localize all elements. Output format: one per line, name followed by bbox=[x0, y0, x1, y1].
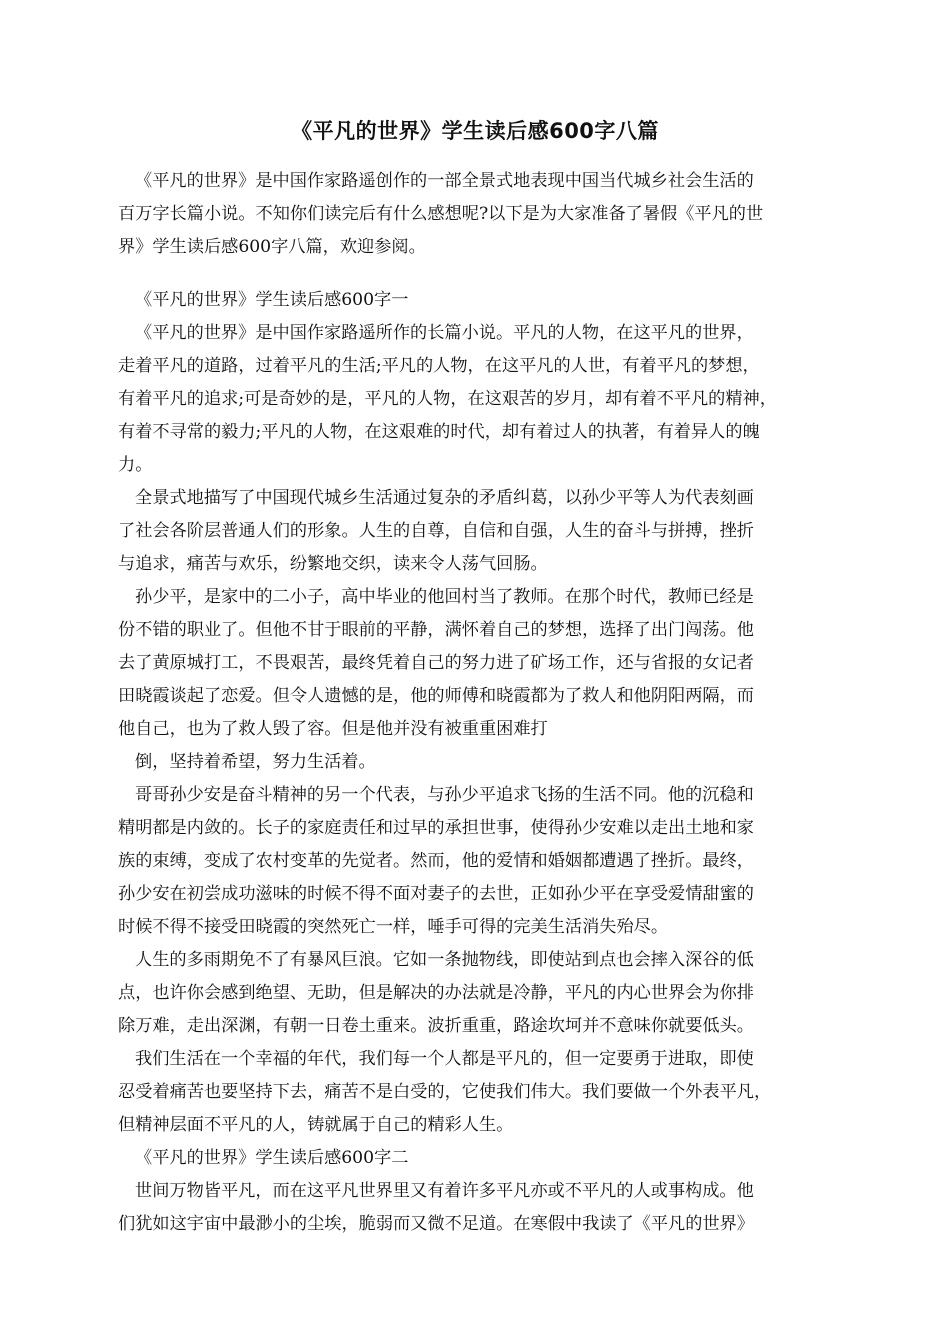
text-line: 哥哥孙少安是奋斗精神的另一个代表，与孙少平追求飞扬的生活不同。他的沉稳和 bbox=[135, 785, 754, 805]
text-line: 我们生活在一个幸福的年代，我们每一个人都是平凡的，但一定要勇于进取，即使 bbox=[135, 1049, 754, 1069]
text-line: 孙少安在初尝成功滋味的时候不得不面对妻子的去世，正如孙少平在享受爱情甜蜜的 bbox=[118, 884, 754, 904]
text-line: 与追求，痛苦与欢乐，纷繁地交织，读来令人荡气回肠。 bbox=[118, 554, 548, 574]
text-line: 了社会各阶层普通人们的形象。人生的自尊，自信和自强，人生的奋斗与拼搏，挫折 bbox=[118, 521, 754, 541]
text-line: 《平凡的世界》是中国作家路遥所作的长篇小说。平凡的人物，在这平凡的世界， bbox=[135, 323, 754, 343]
text-line: 《平凡的世界》是中国作家路遥创作的一部全景式地表现中国当代城乡社会生活的 bbox=[135, 171, 754, 191]
text-line: 百万字长篇小说。不知你们读完后有什么感想呢?以下是为大家准备了暑假《平凡的世 bbox=[118, 204, 764, 224]
body-paragraph bbox=[118, 317, 777, 482]
text-line: 份不错的职业了。但他不甘于眼前的平静，满怀着自己的梦想，选择了出门闯荡。他 bbox=[118, 620, 754, 640]
text-line: 有着不寻常的毅力;平凡的人物，在这艰难的时代，却有着过人的执著，有着异人的魄 bbox=[118, 422, 760, 442]
body-paragraph bbox=[118, 1043, 771, 1142]
text-line: 界》学生读后感600字八篇，欢迎参阅。 bbox=[118, 237, 426, 257]
text-line: 力。 bbox=[118, 455, 153, 475]
section-heading-2 bbox=[118, 1142, 408, 1175]
document-title: 《平凡的世界》学生读后感600字八篇 bbox=[291, 119, 659, 143]
text-line: 田晓霞谈起了恋爱。但令人遗憾的是，他的师傅和晓霞都为了救人和他阴阳两隔，而 bbox=[118, 686, 754, 706]
text-line: 忍受着痛苦也要坚持下去，痛苦不是白受的，它使我们伟大。我们要做一个外表平凡， bbox=[118, 1082, 772, 1102]
intro-paragraph bbox=[118, 165, 763, 264]
text-line: 点，也许你会感到绝望、无助，但是解决的办法就是冷静，平凡的内心世界会为你排 bbox=[118, 983, 754, 1003]
text-line: 他自己，也为了救人毁了容。但是他并没有被重重困难打 bbox=[118, 719, 548, 739]
text-line: 族的束缚，变成了农村变革的先觉者。然而，他的爱情和婚姻都遭遇了挫折。最终， bbox=[118, 851, 754, 871]
text-line: 全景式地描写了中国现代城乡生活通过复杂的矛盾纠葛，以孙少平等人为代表刻画 bbox=[135, 488, 754, 508]
text-line: 《平凡的世界》学生读后感600字二 bbox=[135, 1148, 409, 1168]
body-paragraph bbox=[118, 482, 754, 581]
text-line: 孙少平，是家中的二小子，高中毕业的他回村当了教师。在那个时代，教师已经是 bbox=[135, 587, 754, 607]
text-line: 除万难，走出深渊，有朝一日卷土重来。波折重重，路途坎坷并不意味你就要低头。 bbox=[118, 1016, 754, 1036]
section-heading-1 bbox=[118, 284, 408, 317]
text-line: 《平凡的世界》学生读后感600字一 bbox=[135, 290, 409, 310]
text-line: 时候不得不接受田晓霞的突然死亡一样，唾手可得的完美生活消失殆尽。 bbox=[118, 917, 669, 937]
text-line: 但精神层面不平凡的人，铸就属于自己的精彩人生。 bbox=[118, 1115, 514, 1135]
text-line: 们犹如这宇宙中最渺小的尘埃，脆弱而又微不足道。在寒假中我读了《平凡的世界》 bbox=[118, 1214, 754, 1234]
text-line: 精明都是内敛的。长子的家庭责任和过早的承担世事，使得孙少安难以走出土地和家 bbox=[118, 818, 754, 838]
body-paragraph bbox=[118, 779, 754, 944]
body-paragraph bbox=[118, 944, 754, 1043]
text-line: 世间万物皆平凡，而在这平凡世界里又有着许多平凡亦或不平凡的人或事构成。他 bbox=[135, 1181, 754, 1201]
body-paragraph bbox=[118, 581, 754, 746]
text-line: 走着平凡的道路，过着平凡的生活;平凡的人物，在这平凡的人世，有着平凡的梦想， bbox=[118, 356, 760, 376]
body-paragraph bbox=[118, 746, 376, 779]
text-line: 人生的多雨期免不了有暴风巨浪。它如一条抛物线，即使站到点也会摔入深谷的低 bbox=[135, 950, 754, 970]
body-paragraph bbox=[118, 1175, 754, 1241]
text-line: 倒，坚持着希望，努力生活着。 bbox=[135, 752, 376, 772]
text-line: 去了黄原城打工，不畏艰苦，最终凭着自己的努力进了矿场工作，还与省报的女记者 bbox=[118, 653, 754, 673]
text-line: 有着平凡的追求;可是奇妙的是，平凡的人物，在这艰苦的岁月，却有着不平凡的精神， bbox=[118, 389, 777, 409]
